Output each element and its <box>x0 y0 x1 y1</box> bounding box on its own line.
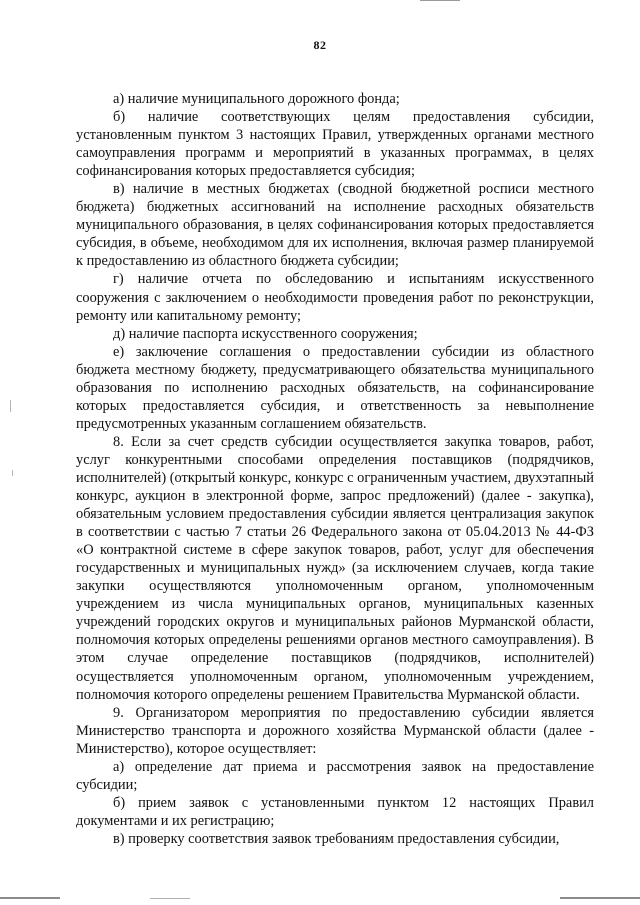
scan-margin-mark <box>12 470 13 476</box>
paragraph-d-passport: д) наличие паспорта искусственного сооружения; <box>113 325 418 342</box>
scan-bottom-edge <box>150 898 190 899</box>
paragraph-9a-dates: а) определение дат приема и рассмотрения заявок на предоставление субсидии; <box>76 758 594 793</box>
paragraph-9b-intake: б) прием заявок с установленными пунктом 12 настоящих Правил документами и их регистрацию; <box>76 794 594 829</box>
scan-edge-mark <box>420 0 460 1</box>
paragraph-9v-verification: в) проверку соответствия заявок требованиям предоставления субсидии, <box>113 830 560 847</box>
scan-margin-mark <box>10 400 11 412</box>
paragraph-8-procurement: 8. Если за счет средств субсидии осуществляется закупка товаров, работ, услуг конкурентными способами определения поставщиков (подрядчиков, исполнителей) (открытый конкурс, конкурс с ограниченным участием, двухэтапный конкурс, аукцион в электронной форме, запрос предложений) (далее - закупка), обязательным условием предоставления субсидии является централизация закупок в соответствии с частью 7 статьи 26 Федерального закона от 05.04.2013 № 44-ФЗ «О контрактной системе в сфере закупок товаров, работ, услуг для обеспечения государственных и муниципальных нужд» (за исключением случаев, когда такие закупки осуществляются уполномоченным органом, уполномоченным учреждением из числа муниципальных органов, муниципальных казенных учреждений городских округов и муниципальных районов Мурманской области, полномочия которых определены решениями органов местного самоуправления). В этом случае определение поставщиков (подрядчиков, исполнителей) осуществляется уполномоченным органом, уполномоченным учреждением, полномочия которого определены решением Правительства Мурманской области. <box>76 433 594 703</box>
document-body <box>76 90 594 848</box>
paragraph-9-organizer: 9. Организатором мероприятия по предоставлению субсидии является Министерство транспорта и дорожного хозяйства Мурманской области (далее - Министерство), которое осуществляет: <box>76 704 594 757</box>
scan-bottom-edge <box>0 897 60 899</box>
paragraph-g-inspection-report: г) наличие отчета по обследованию и испытаниям искусственного сооружения с заключением о необходимости проведения работ по реконструкции, ремонту или капитальному ремонту; <box>76 271 594 324</box>
paragraph-v-budget-allocations: в) наличие в местных бюджетах (сводной бюджетной росписи местного бюджета) бюджетных ассигнований на исполнение расходных обязательств муниципального образования, в целях софинансирования которых предоставляется субсидия, в объеме, необходимом для их исполнения, включая размер планируемой к предоставлению из областного бюджета субсидии; <box>76 181 594 270</box>
paragraph-a-road-fund: а) наличие муниципального дорожного фонда; <box>113 91 400 107</box>
paragraph-b-programs: б) наличие соответствующих целям предоставления субсидии, установленным пунктом 3 настоящих Правил, утвержденных органами местного самоуправления программ и мероприятий в указанных программах, в целях софинансирования которых предоставляется субсидия; <box>76 109 594 180</box>
paragraph-e-agreement: е) заключение соглашения о предоставлении субсидии из областного бюджета местному бюджету, предусматривающего обязательства муниципального образования по исполнению расходных обязательств, на софинансирование которых предоставляется субсидия, и ответственность за невыполнение предусмотренных указанным соглашением обязательств. <box>76 343 594 432</box>
page-number: 82 <box>313 38 327 52</box>
scan-bottom-edge <box>560 897 640 899</box>
